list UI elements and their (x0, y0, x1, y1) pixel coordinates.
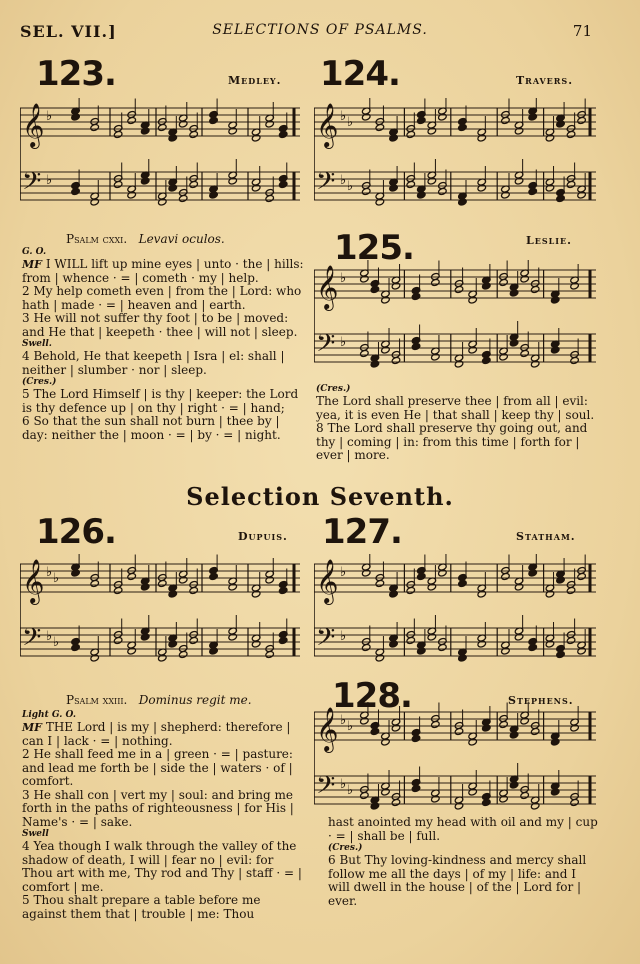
verse-3: 3 He will not suffer thy foot | to be | moved: and He that | keepeth · thee | will not | sleep. (22, 311, 298, 339)
note-head (251, 590, 260, 598)
dynamic-go: G. O. (22, 247, 47, 257)
note-head (545, 134, 554, 142)
note-head (556, 651, 565, 659)
note-head (411, 785, 420, 793)
treble-clef-icon: 𝄞 (316, 103, 339, 147)
running-title: SELECTIONS OF PSALMS. (212, 22, 428, 38)
dynamic-swell-23: Swell (22, 829, 49, 839)
psalm-23-verses-cont (328, 816, 600, 908)
music-system-123 (20, 98, 300, 220)
note-head (381, 738, 390, 746)
note-head (570, 282, 579, 290)
note-head (528, 113, 537, 121)
hymn-number-125: 125. (334, 228, 414, 268)
flat-sign-icon: ♭ (340, 777, 347, 792)
note-head (514, 633, 523, 641)
flat-sign-icon: ♭ (46, 565, 53, 580)
note-head (427, 177, 436, 185)
bass-clef-icon: 𝄢 (316, 329, 336, 364)
note-head (458, 580, 467, 588)
note-head (168, 640, 177, 648)
tune-name-124: Travers. (516, 74, 574, 87)
flat-sign-icon: ♭ (46, 629, 53, 644)
flat-sign-icon: ♭ (340, 335, 347, 350)
psalm-heading-23 (66, 693, 252, 707)
note-head (509, 339, 518, 347)
note-head (389, 184, 398, 192)
note-head (360, 717, 369, 725)
psalm-number-23: Psalm xxiii. (66, 693, 128, 707)
note-head (501, 117, 510, 125)
note-head (482, 282, 491, 290)
note-head (427, 583, 436, 591)
hymn-number-124: 124. (320, 54, 400, 94)
note-head (158, 198, 167, 206)
psalm-incipit-23: Dominus regit me. (138, 693, 252, 707)
psalm-heading-121 (66, 232, 225, 246)
hymn-number-126: 126. (36, 512, 116, 552)
note-head (265, 120, 274, 128)
verse-6: 6 So that the sun shall not burn | thee by | day: neither the | moon · = | by · = | night. (22, 414, 281, 442)
note-head (417, 647, 426, 655)
note-head (361, 644, 370, 652)
note-head (71, 188, 80, 196)
note-head (545, 590, 554, 598)
note-head (113, 587, 122, 595)
note-head (530, 802, 539, 810)
note-head (391, 357, 400, 365)
flat-sign-icon: ♭ (347, 783, 354, 798)
flat-sign-icon: ♭ (53, 635, 60, 650)
note-head (178, 651, 187, 659)
verse-4: 4 Behold, He that keepeth | Isra | el: shall | neither | slumber · nor | sleep. (22, 349, 285, 377)
bass-clef-icon: 𝄢 (316, 771, 336, 806)
note-head (566, 131, 575, 139)
note-head (468, 788, 477, 796)
note-head (556, 120, 565, 128)
note-head (375, 580, 384, 588)
note-head (468, 296, 477, 304)
note-head (577, 117, 586, 125)
note-head (168, 134, 177, 142)
note-head (228, 127, 237, 135)
note-head (499, 721, 508, 729)
page-number: 71 (572, 22, 592, 40)
note-head (178, 195, 187, 203)
note-head (140, 633, 149, 641)
note-head (530, 728, 539, 736)
note-head (127, 117, 136, 125)
note-head (251, 184, 260, 192)
music-system-128 (314, 702, 596, 814)
note-head (550, 788, 559, 796)
tune-name-126: Dupuis. (238, 530, 288, 543)
flat-sign-icon: ♭ (46, 109, 53, 124)
note-head (381, 346, 390, 354)
tune-name-127: Statham. (516, 530, 576, 543)
note-head (265, 576, 274, 584)
note-head (458, 654, 467, 662)
note-head (427, 633, 436, 641)
treble-clef-icon: 𝄞 (316, 559, 339, 603)
note-head (411, 735, 420, 743)
flat-sign-icon: ♭ (340, 173, 347, 188)
note-head (468, 738, 477, 746)
psalm-121-verses (22, 247, 304, 442)
flat-sign-icon: ♭ (347, 179, 354, 194)
note-head (71, 569, 80, 577)
note-head (458, 198, 467, 206)
note-head (520, 275, 529, 283)
note-head (361, 569, 370, 577)
note-head (90, 198, 99, 206)
note-head (417, 573, 426, 581)
note-head (90, 580, 99, 588)
note-head (438, 644, 447, 652)
note-head (251, 134, 260, 142)
note-head (265, 195, 274, 203)
note-head (158, 124, 167, 132)
dynamic-swell: Swell. (22, 339, 52, 349)
note-head (577, 573, 586, 581)
psalm-incipit: Levavi oculos. (138, 232, 225, 246)
note-head (509, 289, 518, 297)
note-head (406, 181, 415, 189)
note-head (360, 350, 369, 358)
psalm-23-verses (22, 710, 304, 921)
section-heading: Selection Seventh. (186, 482, 454, 511)
verse-8: 8 The Lord shall preserve thy going out, and thy | coming | in: from this time | forth for | ever | more. (316, 421, 588, 462)
verse-23-5: 5 Thou shalt prepare a table before me against them that | trouble | me: Thou (22, 893, 261, 921)
flat-sign-icon: ♭ (53, 571, 60, 586)
note-head (550, 738, 559, 746)
verse-23-2: 2 He shall feed me in a | green · = | pasture: and lead me forth be | side the | waters · of | comfort. (22, 747, 293, 788)
music-system-124 (314, 98, 596, 220)
note-head (127, 647, 136, 655)
note-head (427, 127, 436, 135)
note-head (477, 184, 486, 192)
note-head (391, 282, 400, 290)
note-head (520, 717, 529, 725)
note-head (528, 569, 537, 577)
note-head (278, 637, 287, 645)
note-head (438, 569, 447, 577)
note-head (158, 580, 167, 588)
note-head (431, 795, 440, 803)
note-head (189, 181, 198, 189)
note-head (209, 117, 218, 125)
verse-23-4: 4 Yea though I walk through the valley of the shadow of death, I will | fear no | evil: for Thou art with me, Thy rod and Thy | staff · = | comfort | me. (22, 839, 302, 894)
note-head (514, 583, 523, 591)
note-head (528, 188, 537, 196)
note-head (71, 113, 80, 121)
treble-clef-icon: 𝄞 (316, 707, 339, 751)
bass-clef-icon: 𝄢 (22, 623, 42, 658)
note-head (168, 590, 177, 598)
note-head (514, 177, 523, 185)
dynamic-cres: (Cres.) (22, 377, 57, 387)
note-head (278, 181, 287, 189)
note-head (361, 188, 370, 196)
verse-1: MF I WILL lift up mine eyes | unto · the | hills: from | whence · = | cometh · my | help. (22, 257, 304, 285)
note-head (189, 637, 198, 645)
note-head (482, 724, 491, 732)
note-head (566, 181, 575, 189)
note-head (113, 131, 122, 139)
note-head (209, 191, 218, 199)
note-head (482, 357, 491, 365)
note-head (140, 583, 149, 591)
dynamic-mf-23: MF (22, 721, 42, 734)
note-head (251, 640, 260, 648)
music-system-125 (314, 260, 596, 380)
bass-clef-icon: 𝄢 (22, 167, 42, 202)
note-head (556, 576, 565, 584)
note-head (454, 802, 463, 810)
note-head (406, 131, 415, 139)
note-head (113, 637, 122, 645)
verse-23-6: 6 But Thy loving-kindness and mercy shall follow me all the days | of my | life: and I will dwell in the house | of the | Lord for | ever. (328, 853, 587, 908)
note-head (278, 587, 287, 595)
note-head (360, 792, 369, 800)
note-head (570, 724, 579, 732)
note-head (530, 360, 539, 368)
note-head (265, 651, 274, 659)
note-head (158, 654, 167, 662)
note-head (509, 731, 518, 739)
note-head (477, 134, 486, 142)
verse-5: 5 The Lord Himself | is thy | keeper: the Lord is thy defence up | on thy | right · = | hand; (22, 387, 299, 415)
tune-name-125: Leslie. (526, 234, 572, 247)
note-head (545, 640, 554, 648)
note-head (209, 647, 218, 655)
note-head (228, 633, 237, 641)
note-head (577, 647, 586, 655)
note-head (127, 191, 136, 199)
note-head (381, 788, 390, 796)
note-head (406, 587, 415, 595)
note-head (528, 644, 537, 652)
dynamic-cres-2: (Cres.) (316, 384, 351, 394)
note-head (209, 573, 218, 581)
note-head (381, 296, 390, 304)
note-head (113, 181, 122, 189)
note-head (431, 279, 440, 287)
note-head (375, 654, 384, 662)
flat-sign-icon: ♭ (340, 565, 347, 580)
note-head (458, 124, 467, 132)
note-head (556, 195, 565, 203)
note-head (417, 117, 426, 125)
flat-sign-icon: ♭ (340, 271, 347, 286)
note-head (520, 350, 529, 358)
note-head (228, 583, 237, 591)
note-head (566, 637, 575, 645)
note-head (520, 792, 529, 800)
note-head (389, 134, 398, 142)
note-head (545, 184, 554, 192)
note-head (361, 113, 370, 121)
music-system-126 (20, 554, 300, 676)
hymn-number-127: 127. (322, 512, 402, 552)
note-head (389, 640, 398, 648)
hymn-number-128: 128. (332, 676, 412, 716)
note-head (360, 275, 369, 283)
hymn-number-123: 123. (36, 54, 116, 94)
verse-23-1: MF THE Lord | is my | shepherd: therefore | can I | lack · = | nothing. (22, 720, 291, 748)
verse-2: 2 My help cometh even | from the | Lord: who hath | made · = | heaven and | earth. (22, 284, 302, 312)
note-head (514, 127, 523, 135)
note-head (499, 279, 508, 287)
note-head (178, 576, 187, 584)
verse-7: The Lord shall preserve thee | from all | evil: yea, it is even He | that shall | keep thy | soul. (316, 394, 595, 422)
note-head (477, 590, 486, 598)
treble-clef-icon: 𝄞 (316, 265, 339, 309)
note-head (501, 191, 510, 199)
note-head (140, 127, 149, 135)
note-head (90, 654, 99, 662)
note-head (431, 353, 440, 361)
note-head (499, 353, 508, 361)
note-head (431, 721, 440, 729)
note-head (411, 293, 420, 301)
note-head (391, 799, 400, 807)
note-head (375, 198, 384, 206)
note-head (391, 724, 400, 732)
music-system-127 (314, 554, 596, 672)
note-head (90, 124, 99, 132)
note-head (454, 286, 463, 294)
note-head (127, 573, 136, 581)
flat-sign-icon: ♭ (340, 109, 347, 124)
note-head (375, 124, 384, 132)
note-head (406, 637, 415, 645)
flat-sign-icon: ♭ (347, 115, 354, 130)
note-head (509, 781, 518, 789)
note-head (389, 590, 398, 598)
note-head (570, 799, 579, 807)
flat-sign-icon: ♭ (46, 173, 53, 188)
dynamic-mf: MF (22, 258, 42, 271)
note-head (499, 795, 508, 803)
note-head (140, 177, 149, 185)
psalm-number: Psalm cxxi. (66, 232, 128, 246)
note-head (530, 286, 539, 294)
note-head (370, 286, 379, 294)
note-head (71, 644, 80, 652)
bass-clef-icon: 𝄢 (316, 167, 336, 202)
note-head (189, 587, 198, 595)
note-head (454, 360, 463, 368)
note-head (438, 188, 447, 196)
note-head (278, 131, 287, 139)
note-head (370, 360, 379, 368)
note-head (477, 640, 486, 648)
note-head (370, 728, 379, 736)
note-head (454, 728, 463, 736)
note-head (168, 184, 177, 192)
note-head (468, 346, 477, 354)
verse-23-5-cont: hast anointed my head with oil and my | cup · = | shall be | full. (328, 815, 598, 843)
section-label: SEL. VII.] (20, 22, 117, 41)
note-head (501, 647, 510, 655)
note-head (438, 113, 447, 121)
note-head (178, 120, 187, 128)
note-head (501, 573, 510, 581)
note-head (550, 296, 559, 304)
bass-clef-icon: 𝄢 (316, 623, 336, 658)
note-head (228, 177, 237, 185)
note-head (482, 799, 491, 807)
flat-sign-icon: ♭ (340, 713, 347, 728)
tune-name-128: Stephens. (508, 694, 574, 707)
note-head (411, 343, 420, 351)
note-head (566, 587, 575, 595)
note-head (550, 346, 559, 354)
flat-sign-icon: ♭ (347, 719, 354, 734)
note-head (370, 802, 379, 810)
note-head (189, 131, 198, 139)
flat-sign-icon: ♭ (340, 629, 347, 644)
note-head (417, 191, 426, 199)
treble-clef-icon: 𝄞 (22, 559, 45, 603)
note-head (577, 191, 586, 199)
psalm-121-verses-cont (316, 384, 598, 463)
verse-23-3: 3 He shall con | vert my | soul: and bring me forth in the paths of righteousness | for His | Name's · = | sake. (22, 787, 294, 829)
dynamic-light-go: Light G. O. (22, 710, 76, 720)
tune-name-123: Medley. (228, 74, 282, 87)
note-head (570, 357, 579, 365)
treble-clef-icon: 𝄞 (22, 103, 45, 147)
dynamic-cres-23: (Cres.) (328, 843, 363, 853)
